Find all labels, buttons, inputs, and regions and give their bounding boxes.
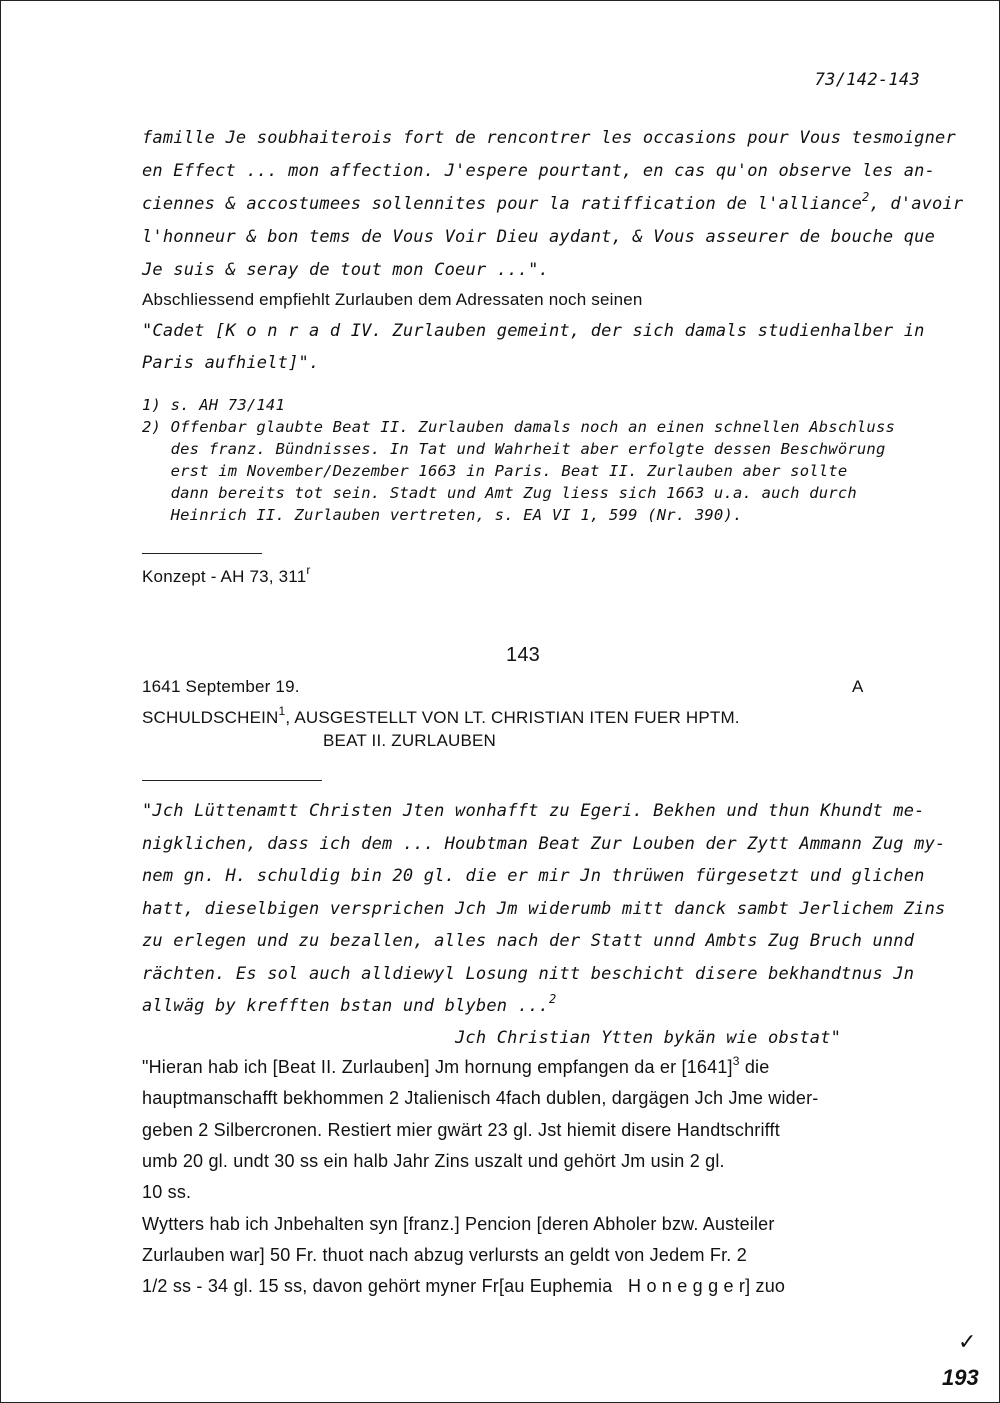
footnote-line: dann bereits tot sein. Stadt und Amt Zug liess sich 1663 u.a. auch durch (142, 484, 857, 502)
text-segment: famille Je soubhaiterois fort de rencontrer les occasions pour Vous tesmoigner (142, 128, 956, 148)
text-segment: zu erlegen und zu bezallen, alles nach der Statt unnd Ambts Zug Bruch unnd (142, 931, 915, 951)
footnote-line: Heinrich II. Zurlauben vertreten, s. EA VI 1, 599 (Nr. 390). (142, 506, 743, 524)
text-segment: hatt, dieselbigen versprichen Jch Jm widerumb mitt danck sambt Jerlichem Zins (142, 898, 946, 919)
text-segment: , d'avoir (869, 194, 964, 214)
title-part-a: SCHULDSCHEIN (142, 708, 279, 727)
separator-rule-2 (142, 780, 322, 781)
signature-line: Jch Christian Ytten bykän wie obstat" (455, 1028, 842, 1048)
superscript: 2 (548, 992, 557, 1006)
source-text: Konzept - AH 73, 311 (142, 567, 307, 586)
handwritten-line (142, 1215, 775, 1233)
handwritten-line (142, 1054, 770, 1077)
footnote-line: 1) s. AH 73/141 (142, 396, 285, 414)
handwritten-line (142, 1152, 725, 1170)
letter-line (142, 262, 549, 279)
title-line-1 (142, 704, 740, 727)
footnote-line: des franz. Bündnisses. In Tat und Wahrheit aber erfolgte dessen Beschwörung (142, 440, 886, 458)
letter-line (142, 229, 935, 246)
title-line-2: BEAT II. ZURLAUBEN (323, 731, 497, 750)
text-segment: hauptmanschafft bekhommen 2 Jtalienisch 4fach dublen, dargägen Jch Jme wider- (142, 1088, 819, 1109)
title-sup: 1 (278, 704, 286, 718)
quote-line (142, 963, 915, 984)
text-segment: "Hieran hab ich [Beat II. Zurlauben] Jm hornung empfangen da er [1641] (142, 1057, 733, 1077)
separator-rule-1 (142, 553, 262, 554)
text-segment: Je suis & seray de tout mon Coeur ...". (142, 260, 549, 280)
handwritten-line (142, 1183, 191, 1201)
text-segment: umb 20 gl. undt 30 ss ein halb Jahr Zins uszalt und gehört Jm usin 2 gl. (142, 1150, 725, 1171)
text-segment: nigklichen, dass ich dem ... Houbtman Beat Zur Louben der Zytt Ammann Zug my- (142, 833, 946, 854)
text-segment: rächten. Es sol auch alldiewyl Losung nitt beschicht disere bekhandtnus Jn (142, 963, 915, 984)
handwritten-line (142, 1121, 780, 1139)
letter-line (142, 163, 935, 180)
text-segment: en Effect ... mon affection. J'espere pourtant, en cas qu'on observe les an- (142, 161, 936, 181)
source-reference (142, 563, 311, 586)
text-segment: allwäg by krefften bstan und blyben ... (142, 996, 549, 1016)
handwritten-line (142, 1089, 818, 1107)
summary-italic-line: Paris aufhielt]". (142, 353, 320, 373)
handwritten-line (142, 1277, 785, 1295)
quote-line (142, 803, 925, 820)
text-segment: ciennes & accostumees sollennites pour la ratiffication de l'alliance (142, 194, 863, 214)
summary-line: Abschliessend empfiehlt Zurlauben dem Adressaten noch seinen (142, 290, 643, 309)
text-segment: 1/2 ss - 34 gl. 15 ss, davon gehört myner Fr[au Euphemia H o n e g g e r] zuo (142, 1276, 786, 1297)
quote-line (142, 898, 946, 919)
text-segment: geben 2 Silbercronen. Restiert mier gwärt 23 gl. Jst hiemit disere Handtschrifft (142, 1119, 780, 1140)
text-segment: Wytters hab ich Jnbehalten syn [franz.] Pencion [deren Abholer bzw. Austeiler (142, 1213, 775, 1234)
source-sup: r (306, 563, 311, 577)
quote-line (142, 833, 946, 854)
text-segment: die (739, 1057, 770, 1077)
footnote-line: erst im November/Dezember 1663 in Paris. Beat II. Zurlauben aber sollte (142, 462, 848, 480)
page-reference: 73/142-143 (814, 70, 920, 90)
quote-line (142, 933, 914, 950)
footnote-line: 2) Offenbar glaubte Beat II. Zurlauben damals noch an einen schnellen Abschluss (142, 418, 896, 436)
title-part-b: , AUSGESTELLT VON LT. CHRISTIAN ITEN FUER HPTM. (285, 708, 740, 727)
document-number: 143 (506, 644, 540, 666)
letter-line (142, 130, 956, 147)
text-segment: "Jch Lüttenamtt Christen Jten wonhafft zu Egeri. Bekhen und thun Khundt me- (142, 801, 925, 821)
summary-italic-line: "Cadet [K o n r a d IV. Zurlauben gemeint, der sich damals studienhalber in (142, 321, 925, 341)
folio-number: 193 (942, 1365, 979, 1390)
letter-mark: A (852, 677, 864, 696)
handwritten-line (142, 1246, 747, 1264)
superscript: 3 (732, 1054, 740, 1068)
date-line: 1641 September 19. (142, 677, 300, 696)
quote-line (142, 868, 925, 885)
letter-line (142, 190, 964, 214)
text-segment: Zurlauben war] 50 Fr. thuot nach abzug verlursts an geldt von Jedem Fr. 2 (142, 1244, 747, 1265)
check-mark-icon: ✓ (958, 1330, 977, 1355)
quote-line (142, 992, 557, 1016)
superscript: 2 (862, 190, 870, 204)
text-segment: l'honneur & bon tems de Vous Voir Dieu aydant, & Vous asseurer de bouche que (142, 227, 936, 247)
text-segment: 10 ss. (142, 1182, 192, 1203)
text-segment: nem gn. H. schuldig bin 20 gl. die er mir Jn thrüwen fürgesetzt und glichen (142, 866, 925, 886)
